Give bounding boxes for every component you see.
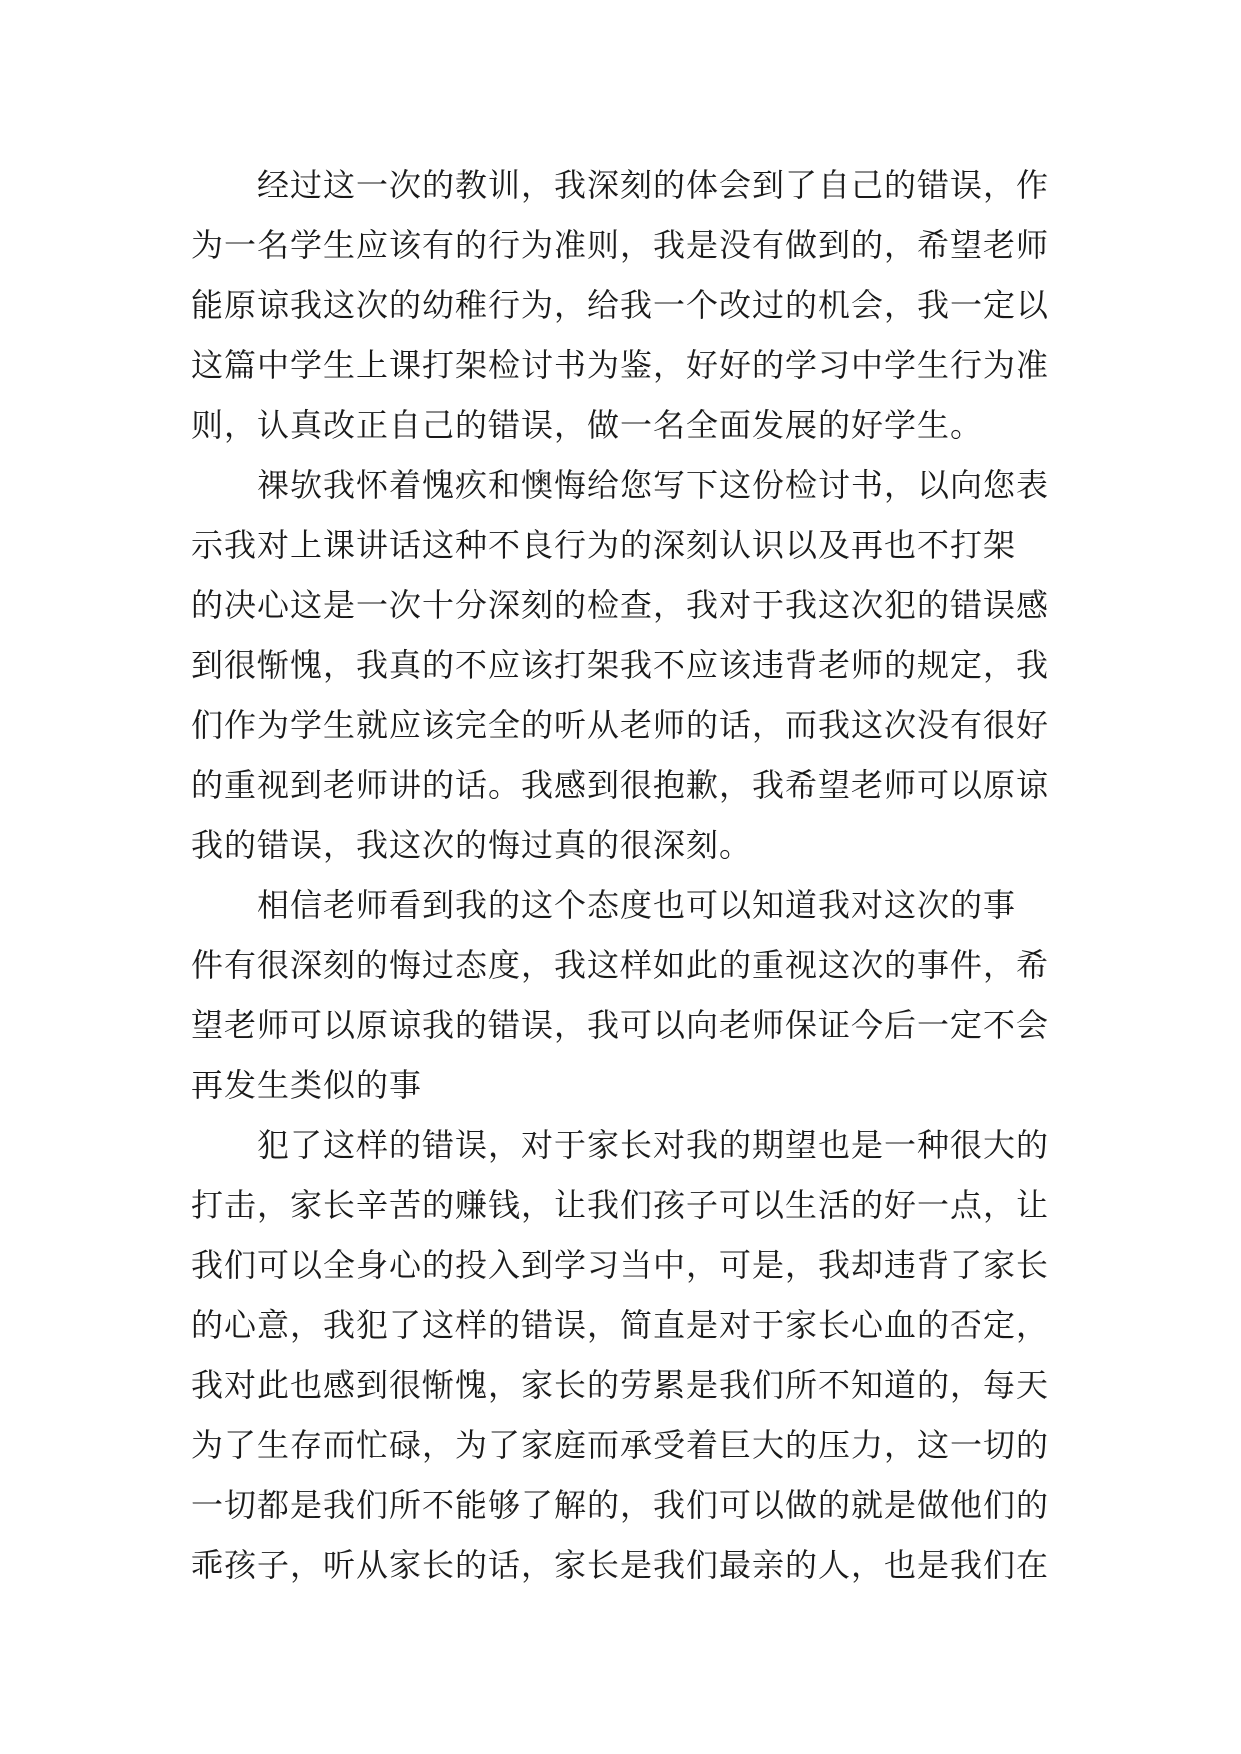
text-line: 望老师可以原谅我的错误，我可以向老师保证今后一定不会: [191, 1006, 1050, 1044]
text-line: 祼欤我怀着愧疚和懊悔给您写下这份检讨书，以向您表: [191, 466, 1050, 504]
text-line: 打击，家长辛苦的赚钱，让我们孩子可以生活的好一点，让: [191, 1186, 1050, 1224]
text-line: 到很惭愧，我真的不应该打架我不应该违背老师的规定，我: [191, 646, 1050, 684]
text-line: 相信老师看到我的这个态度也可以知道我对这次的事: [191, 886, 1017, 924]
text-line: 件有很深刻的悔过态度，我这样如此的重视这次的事件，希: [191, 946, 1050, 984]
text-line: 乖孩子，听从家长的话，家长是我们最亲的人，也是我们在: [191, 1546, 1050, 1584]
text-line: 则，认真改正自己的错误，做一名全面发展的好学生。: [191, 406, 984, 444]
text-line: 这篇中学生上课打架检讨书为鉴，好好的学习中学生行为准: [191, 346, 1050, 384]
paragraph-1: [191, 155, 1071, 455]
text-line: 再发生类似的事: [191, 1066, 423, 1104]
text-line: 的重视到老师讲的话。我感到很抱歉，我希望老师可以原谅: [191, 766, 1050, 804]
text-line: 示我对上课讲话这种不良行为的深刻认识以及再也不打架: [191, 526, 1017, 564]
text-line: 一切都是我们所不能够了解的，我们可以做的就是做他们的: [191, 1486, 1050, 1524]
text-line: 能原谅我这次的幼稚行为，给我一个改过的机会，我一定以: [191, 286, 1050, 324]
text-line: 经过这一次的教训，我深刻的体会到了自己的错误，作: [191, 166, 1050, 204]
text-line: 犯了这样的错误，对于家长对我的期望也是一种很大的: [191, 1126, 1050, 1164]
text-line: 我对此也感到很惭愧，家长的劳累是我们所不知道的，每天: [191, 1366, 1050, 1404]
text-line: 为了生存而忙碌，为了家庭而承受着巨大的压力，这一切的: [191, 1426, 1050, 1464]
text-line: 我们可以全身心的投入到学习当中，可是，我却违背了家长: [191, 1246, 1050, 1284]
text-line: 的心意，我犯了这样的错误，简直是对于家长心血的否定，: [191, 1306, 1050, 1344]
document-body: [191, 155, 1071, 1595]
paragraph-3: [191, 875, 1071, 1115]
paragraph-4: [191, 1115, 1071, 1595]
text-line: 的决心这是一次十分深刻的检查，我对于我这次犯的错误感: [191, 586, 1050, 624]
text-line: 我的错误，我这次的悔过真的很深刻。: [191, 826, 753, 864]
text-line: 们作为学生就应该完全的听从老师的话，而我这次没有很好: [191, 706, 1050, 744]
paragraph-2: [191, 455, 1071, 875]
text-line: 为一名学生应该有的行为准则，我是没有做到的，希望老师: [191, 226, 1050, 264]
